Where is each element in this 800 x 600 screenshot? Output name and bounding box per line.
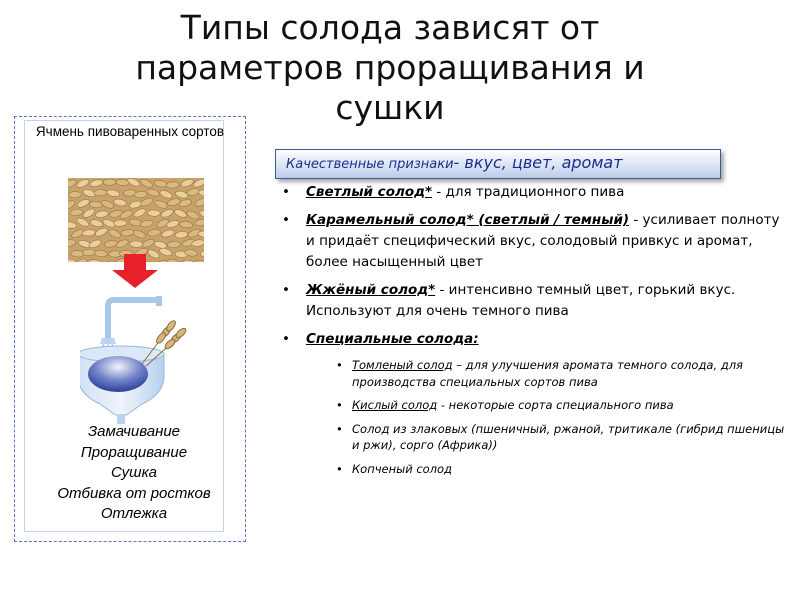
special-malt-description: - некоторые сорта специального пива <box>437 398 674 412</box>
process-step: Замачивание <box>87 423 181 440</box>
malt-type-description: - для традиционного пива <box>432 184 625 200</box>
malt-type-name: Жжёный солод* <box>306 282 436 298</box>
malt-type-name: Карамельный солод* (светлый / темный) <box>306 212 630 228</box>
bullet-icon: • <box>282 331 290 347</box>
special-malt-name: Кислый солод <box>352 398 438 412</box>
barley-grain <box>147 210 160 217</box>
barley-grain <box>68 191 81 198</box>
bullet-icon: • <box>282 282 290 298</box>
banner-value: - вкус, цвет, аромат <box>453 153 623 172</box>
process-step: Проращивание <box>80 443 188 461</box>
malt-type-description: - усиливает полноту и придаёт специфический вкус, солодовый привкус и аромат, более насыщенный цвет <box>306 212 780 270</box>
process-step: Отбивка от ростков <box>57 484 211 502</box>
sub-list-item <box>280 397 785 414</box>
list-item <box>280 329 785 350</box>
process-steps-list <box>30 422 238 525</box>
list-item <box>280 210 785 273</box>
malt-type-name: Специальные солода: <box>306 331 479 347</box>
sub-list-item <box>280 461 785 478</box>
steeping-tank-illustration <box>80 254 190 424</box>
barley-grain <box>130 241 143 248</box>
barley-caption: Ячмень пивоваренных сортов <box>35 124 225 139</box>
malt-type-name: Светлый солод* <box>306 184 433 200</box>
bullet-icon: • <box>336 461 343 476</box>
process-step: Сушка <box>110 464 158 481</box>
bullet-icon: • <box>282 212 290 228</box>
slide-title: Типы солода зависят от параметров проращивания и сушки <box>135 8 645 127</box>
red-down-arrow-icon <box>112 254 158 288</box>
barley-grain-image <box>68 178 204 262</box>
banner-label: Качественные признаки <box>286 157 454 172</box>
malt-types-list <box>280 182 785 484</box>
barley-grain <box>114 220 127 227</box>
quality-attributes-banner <box>275 149 721 179</box>
list-item <box>280 280 785 322</box>
special-malt-description: (пшеничный, ржаной, тритикале (гибрид пшеницы и ржи), сорго (Африка)) <box>352 421 785 452</box>
barley-grain <box>103 179 116 185</box>
list-item <box>280 182 785 203</box>
bullet-icon: • <box>282 184 290 200</box>
sub-list-item <box>280 357 785 390</box>
bullet-icon: • <box>336 358 343 372</box>
special-malt-description: – для улучшения аромата темного солода, для производства специальных сортов пива <box>352 358 743 389</box>
bullet-icon: • <box>336 398 343 412</box>
special-malt-name: Томленый солод <box>352 358 453 372</box>
bullet-icon: • <box>336 421 343 436</box>
malt-type-description: - интенсивно темный цвет, горький вкус. Используют для очень темного пива <box>306 282 736 319</box>
special-malt-name: Солод из злаковых <box>352 421 468 436</box>
process-step: Отлежка <box>100 505 168 522</box>
special-malt-name: Копченый солод <box>352 461 453 476</box>
sub-list-item <box>280 421 785 454</box>
